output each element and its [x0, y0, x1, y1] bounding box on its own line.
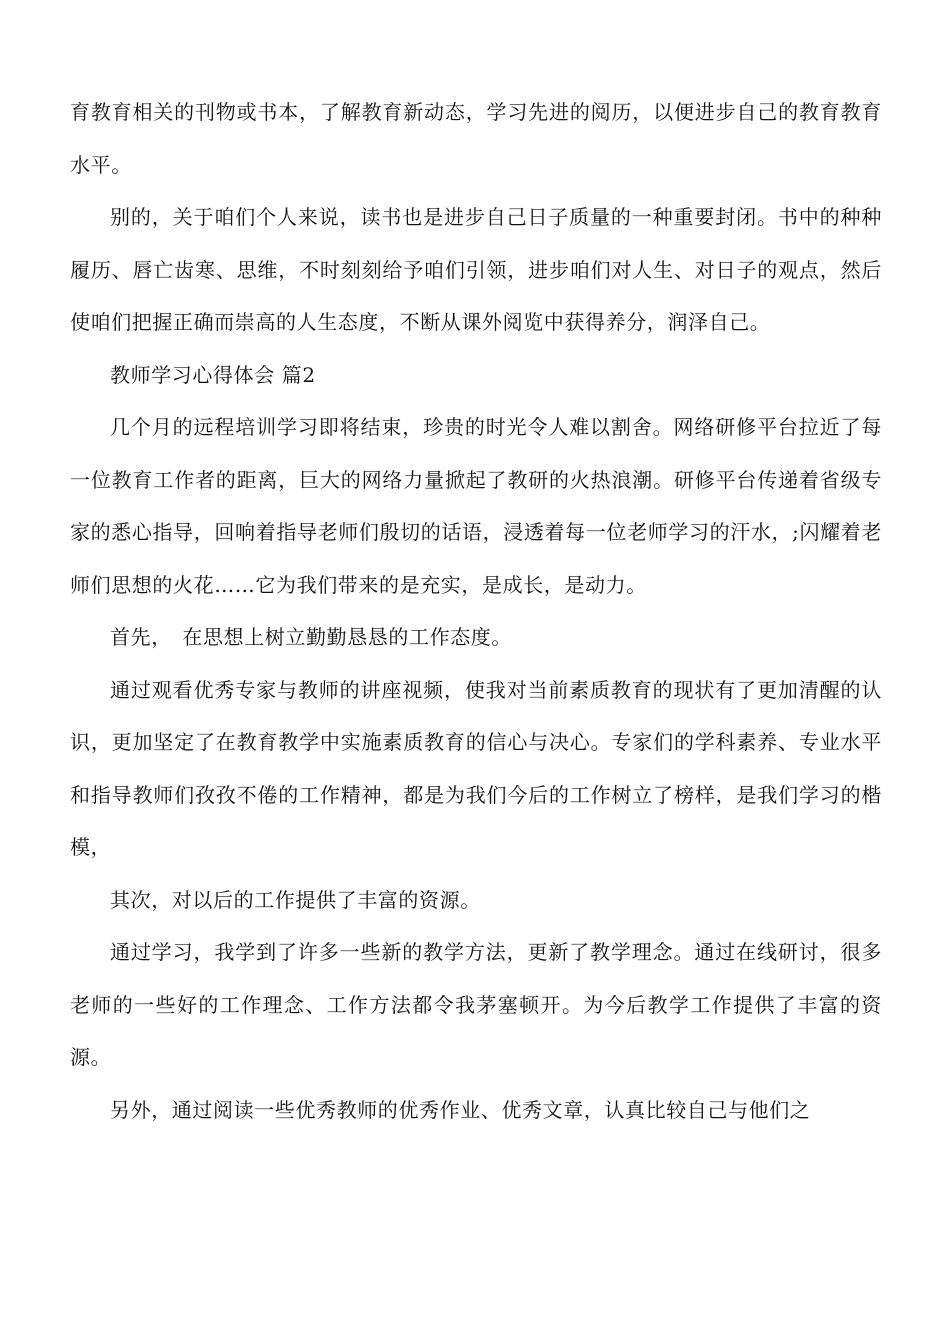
paragraph-first-point: 首先， 在思想上树立勤勤恳恳的工作态度。 — [110, 625, 512, 649]
paragraph-training-intro: 几个月的远程培训学习即将结束，珍贵的时光令人难以割舍。网络研修平台拉近了每一位教育工作者的距离，巨大的网络力量掀起了教研的火热浪潮。研修平台传递着省级专家的悉心指导，回响着指导老师们殷切的话语，浸透着每一位老师学习的汗水，;闪耀着老师们思想的火花……它为我们带来的是充实，是成长，是动力。 — [70, 415, 882, 597]
paragraph-second-point: 其次，对以后的工作提供了丰富的资源。 — [110, 887, 481, 912]
paragraph-new-methods: 通过学习，我学到了许多一些新的教学方法，更新了教学理念。通过在线研讨，很多老师的一些好的工作理念、工作方法都令我茅塞顿开。为今后教学工作提供了丰富的资源。 — [70, 940, 882, 1069]
paragraph-additionally: 另外，通过阅读一些优秀教师的优秀作业、优秀文章，认真比较自己与他们之 — [110, 1097, 811, 1122]
paragraph-expert-videos: 通过观看优秀专家与教师的讲座视频，使我对当前素质教育的现状有了更加清醒的认识，更加坚定了在教育教学中实施素质教育的信心与决心。专家们的学科素养、专业水平和指导教师们孜孜不倦的工作精神，都是为我们今后的工作树立了榜样，是我们学习的楷模， — [70, 677, 882, 859]
paragraph-continued: 育教育相关的刊物或书本，了解教育新动态，学习先进的阅历，以便进步自己的教育教育水平。 — [70, 100, 882, 177]
document-body — [70, 86, 882, 1136]
section-heading: 教师学习心得体会 篇2 — [110, 362, 316, 387]
paragraph-reading-benefits: 别的，关于咱们个人来说，读书也是进步自己日子质量的一种重要封闭。书中的种种履历、唇亡齿寒、思维，不时刻刻给予咱们引领，进步咱们对人生、对日子的观点，然后使咱们把握正确而崇高的人生态度，不断从课外阅览中获得养分，润泽自己。 — [70, 205, 882, 334]
